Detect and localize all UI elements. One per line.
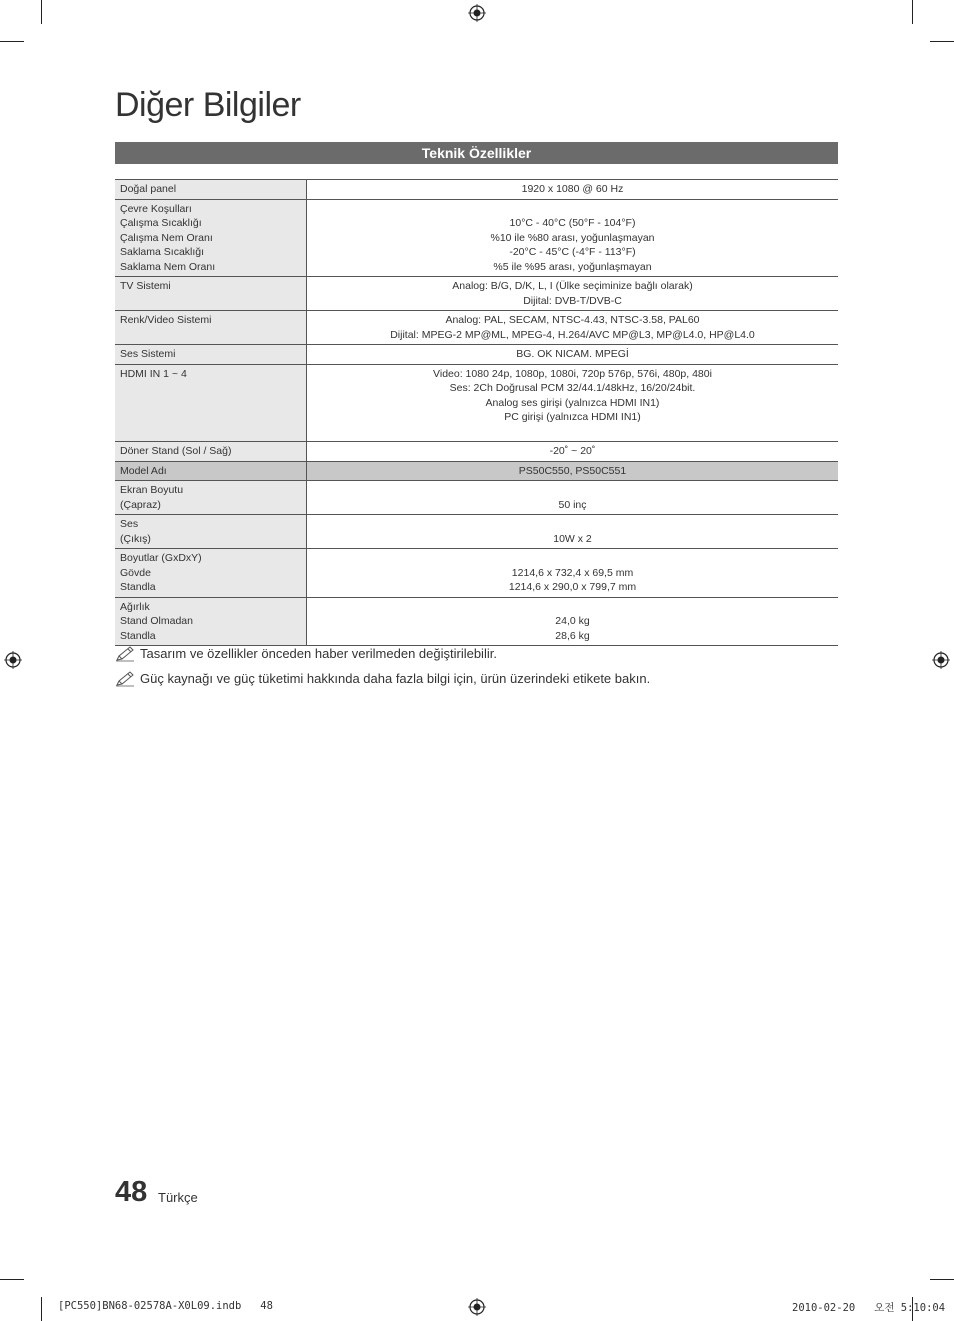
spec-label-line: Çalışma Nem Oranı	[120, 231, 213, 244]
spec-value-line: %10 ile %80 arası, yoğunlaşmayan	[490, 231, 655, 244]
registration-mark-icon	[468, 4, 486, 22]
spec-value-line	[312, 483, 833, 498]
note-item	[115, 666, 650, 691]
spec-label	[115, 364, 307, 442]
spec-label	[115, 199, 307, 277]
spec-table	[115, 179, 838, 646]
pencil-note-icon	[115, 646, 135, 662]
spec-row	[115, 277, 838, 311]
spec-value-line	[312, 425, 833, 440]
spec-value	[307, 515, 839, 549]
spec-label-line: Doğal panel	[120, 183, 177, 195]
spec-value-line: 10W x 2	[553, 532, 592, 545]
spec-value-line: PS50C550, PS50C551	[518, 464, 627, 477]
spec-label	[115, 481, 307, 515]
spec-label-line: Standla	[120, 629, 156, 642]
spec-label	[115, 515, 307, 549]
spec-value-line: Dijital: DVB-T/DVB-C	[523, 294, 622, 307]
spec-label-line: HDMI IN 1 ~ 4	[120, 367, 187, 380]
spec-value	[307, 597, 839, 646]
pencil-note-icon	[115, 671, 135, 687]
registration-mark-icon	[932, 651, 950, 669]
spec-value	[307, 199, 839, 277]
crop-mark	[41, 0, 42, 24]
spec-value-line: Ses: 2Ch Doğrusal PCM 32/44.1/48kHz, 16/20/24bit.	[449, 382, 696, 394]
spec-row	[115, 442, 838, 462]
registration-mark-icon	[4, 651, 22, 669]
spec-label-line: Ekran Boyutu	[120, 484, 184, 496]
spec-label	[115, 180, 307, 200]
spec-label	[115, 597, 307, 646]
print-timestamp: 2010-02-20 오전 5:10:04	[792, 1302, 946, 1314]
spec-value-line: 24,0 kg	[555, 615, 590, 627]
spec-value-line: 50 inç	[558, 498, 587, 511]
spec-label	[115, 311, 307, 345]
spec-value-line: 1214,6 x 290,0 x 799,7 mm	[508, 581, 637, 593]
spec-value-line	[312, 517, 833, 532]
section-title: Teknik Özellikler	[115, 142, 838, 164]
spec-value	[307, 277, 839, 311]
spec-label-line: Saklama Nem Oranı	[120, 260, 216, 273]
spec-row	[115, 345, 838, 365]
spec-label-line: Stand Olmadan	[120, 615, 193, 627]
spec-label-line: Ağırlık	[120, 600, 150, 613]
spec-value	[307, 180, 839, 200]
spec-value-line: Analog ses girişi (yalnızca HDMI IN1)	[485, 396, 660, 409]
spec-label	[115, 549, 307, 598]
spec-row	[115, 180, 838, 200]
spec-label-line: TV Sistemi	[120, 280, 171, 292]
crop-mark	[41, 1297, 42, 1321]
spec-label	[115, 442, 307, 462]
spec-row	[115, 515, 838, 549]
spec-value-line: 10°C - 40°C (50°F - 104°F)	[509, 217, 636, 229]
page-language: Türkçe	[158, 1190, 198, 1205]
registration-mark-icon	[468, 1298, 486, 1316]
spec-label-line: Döner Stand (Sol / Sağ)	[120, 445, 232, 457]
spec-value-line: 1214,6 x 732,4 x 69,5 mm	[511, 566, 634, 579]
spec-value	[307, 442, 839, 462]
crop-mark	[0, 1279, 24, 1280]
spec-row	[115, 311, 838, 345]
print-file-info: [PC550]BN68-02578A-X0L09.indb 48	[58, 1300, 273, 1312]
crop-mark	[912, 0, 913, 24]
spec-value-line: 1920 x 1080 @ 60 Hz	[521, 183, 624, 195]
spec-value-line: Video: 1080 24p, 1080p, 1080i, 720p 576p, 576i, 480p, 480i	[433, 367, 712, 380]
spec-value	[307, 364, 839, 442]
spec-label-line: Çevre Koşulları	[120, 202, 192, 215]
spec-value	[307, 461, 839, 481]
crop-mark	[930, 1279, 954, 1280]
spec-row	[115, 549, 838, 598]
spec-label-line: (Çıkış)	[120, 532, 151, 545]
spec-row	[115, 461, 838, 481]
spec-label-line: Renk/Video Sistemi	[120, 314, 212, 326]
note-item	[115, 641, 650, 666]
crop-mark	[930, 41, 954, 42]
crop-mark	[0, 41, 24, 42]
spec-value-line: Dijital: MPEG-2 MP@ML, MPEG-4, H.264/AVC MP@L3, MP@L4.0, HP@L4.0	[390, 328, 755, 341]
note-text: Güç kaynağı ve güç tüketimi hakkında daha fazla bilgi için, ürün üzerindeki etikete bakın.	[140, 671, 651, 686]
spec-label-line: Boyutlar (GxDxY)	[120, 552, 202, 564]
spec-row	[115, 597, 838, 646]
spec-label-line: Saklama Sıcaklığı	[120, 246, 205, 258]
spec-row	[115, 199, 838, 277]
page-number: 48	[115, 1176, 148, 1208]
spec-value-line	[312, 600, 833, 615]
spec-value	[307, 345, 839, 365]
spec-value-line: -20°C - 45°C (-4°F - 113°F)	[509, 246, 636, 258]
spec-value-line: Analog: PAL, SECAM, NTSC-4.43, NTSC-3.58, PAL60	[445, 314, 700, 326]
spec-value-line: BG. OK NICAM. MPEGİ	[516, 348, 629, 360]
spec-value	[307, 549, 839, 598]
spec-value	[307, 311, 839, 345]
spec-label-line: Çalışma Sıcaklığı	[120, 217, 202, 229]
spec-value-line: Analog: B/G, D/K, L, I (Ülke seçiminize bağlı olarak)	[452, 280, 693, 292]
spec-label-line: Model Adı	[120, 464, 167, 477]
spec-row	[115, 364, 838, 442]
spec-label	[115, 461, 307, 481]
spec-label-line: Standla	[120, 581, 156, 593]
spec-value-line: %5 ile %95 arası, yoğunlaşmayan	[493, 260, 652, 273]
spec-value	[307, 481, 839, 515]
spec-value-line	[312, 202, 833, 217]
spec-value-line	[312, 551, 833, 566]
spec-value-line: PC girişi (yalnızca HDMI IN1)	[504, 411, 641, 423]
spec-row	[115, 481, 838, 515]
spec-label-line: Ses	[120, 518, 139, 530]
spec-label-line: (Çapraz)	[120, 498, 161, 511]
spec-label	[115, 277, 307, 311]
spec-label-line: Ses Sistemi	[120, 348, 176, 360]
note-text: Tasarım ve özellikler önceden haber verilmeden değiştirilebilir.	[140, 646, 497, 661]
spec-value-line: 28,6 kg	[555, 629, 590, 642]
spec-label-line: Gövde	[120, 566, 151, 579]
spec-label	[115, 345, 307, 365]
notes	[115, 641, 650, 691]
page-title: Diğer Bilgiler	[115, 86, 301, 124]
spec-value-line: -20˚ ~ 20˚	[549, 445, 596, 457]
